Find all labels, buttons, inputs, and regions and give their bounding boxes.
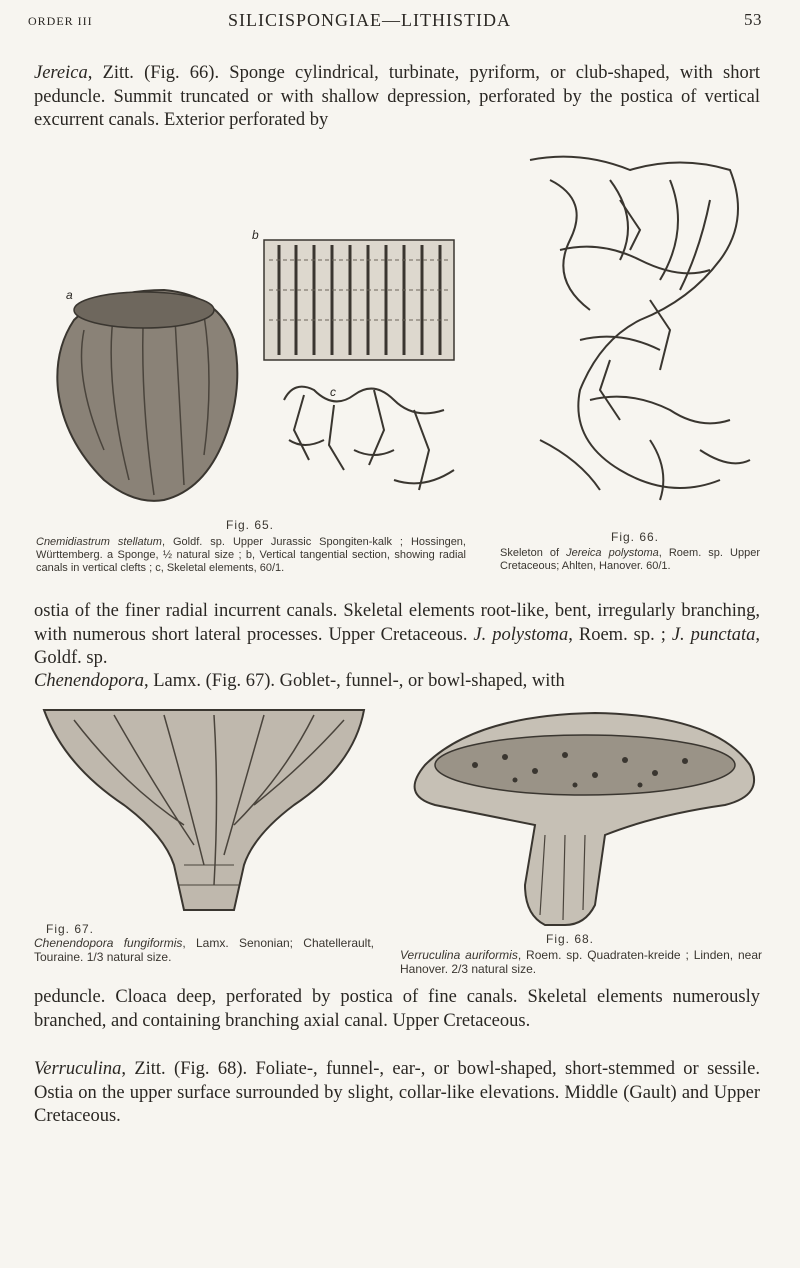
figure-65-illustration	[34, 200, 474, 520]
fig65-letter-a: a	[66, 288, 73, 302]
fig65-skeletal-elements	[284, 387, 454, 490]
fig68-species: Verruculina auriformis	[400, 948, 518, 962]
fig66-caption: Skeleton of Jereica polystoma, Roem. sp. Upper Cretaceous; Ahlten, Hanover. 60/1.	[500, 547, 760, 572]
figure-66-illustration	[500, 140, 764, 520]
fig67-caption: Chenendopora fungiformis, Lamx. Senonian; Chatellerault, Touraine. 1/3 natural size.	[34, 936, 374, 964]
fig65-species: Cnemidiastrum stellatum	[36, 536, 162, 548]
paragraph-jereica-continued: ostia of the finer radial incurrent canals. Skeletal elements root-like, bent, irregularly branching, with numerous short lateral processes. Upper Cretaceous. J. polystoma, Roem. sp. ; J. punctata, Goldf. sp.	[34, 601, 761, 668]
figure-67-illustration	[34, 705, 374, 915]
fig67-label: Fig. 67.	[45, 922, 95, 936]
fig65-vertical-section	[264, 240, 454, 360]
genus-chenendopora: Chenendopora	[34, 671, 144, 691]
fig65-caption: Cnemidiastrum stellatum, Goldf. sp. Upper Jurassic Spongiten-kalk ; Hossingen, Württemberg. a Sponge, ½ natural size ; b, Vertical tangential section, showing radial canals in vertical clefts ; c, Skeletal elements, 60/1.	[36, 536, 466, 574]
paragraph-chenendopora: Chenendopora, Lamx. (Fig. 67). Goblet-, funnel-, or bowl-shaped, with	[34, 671, 565, 691]
page-number: 53	[744, 10, 762, 29]
fig65-letter-b: b	[252, 228, 259, 242]
fig68-caption: Verruculina auriformis, Roem. sp. Quadraten-kreide ; Linden, near Hanover. 2/3 natural size.	[400, 948, 762, 976]
fig65-label: Fig. 65.	[225, 518, 275, 532]
genus-verruculina: Verruculina	[34, 1059, 122, 1079]
order-label: ORDER III	[28, 14, 93, 28]
species-j-punctata: J. punctata	[671, 624, 756, 645]
genus-jereica: Jereica	[34, 63, 88, 83]
paragraph-jereica	[34, 62, 760, 133]
chapter-title: SILICISPONGIAE—LITHISTIDA	[228, 10, 511, 30]
fig65-sponge-body	[57, 290, 237, 501]
paragraph-chenendopora-continued: peduncle. Cloaca deep, perforated by postica of fine canals. Skeletal elements numerously branched, and containing branching axial canal. Upper Cretaceous.	[34, 987, 760, 1031]
fig65-letter-c: c	[330, 385, 336, 399]
fig66-species: Jereica polystoma	[566, 547, 659, 559]
running-head	[28, 10, 762, 34]
fig68-label: Fig. 68.	[545, 932, 595, 946]
paragraph-verruculina: Verruculina, Zitt. (Fig. 68). Foliate-, funnel-, ear-, or bowl-shaped, short-stemmed or sessile. Ostia on the upper surface surrounded by slight, collar-like elevations. Middle (Gault) and Upper Cretaceous.	[34, 1059, 760, 1126]
fig66-label: Fig. 66.	[610, 530, 660, 544]
species-j-polystoma: J. polystoma	[473, 624, 569, 645]
figure-68-illustration	[395, 705, 765, 930]
fig67-species: Chenendopora fungiformis	[34, 936, 183, 950]
paragraph-text: , Zitt. (Fig. 66). Sponge cylindrical, turbinate, pyriform, or club-shaped, with short peduncle. Summit truncated or with shallow depression, perforated by the postica of vertical excurrent canals. Exterior perforated by	[34, 63, 760, 130]
